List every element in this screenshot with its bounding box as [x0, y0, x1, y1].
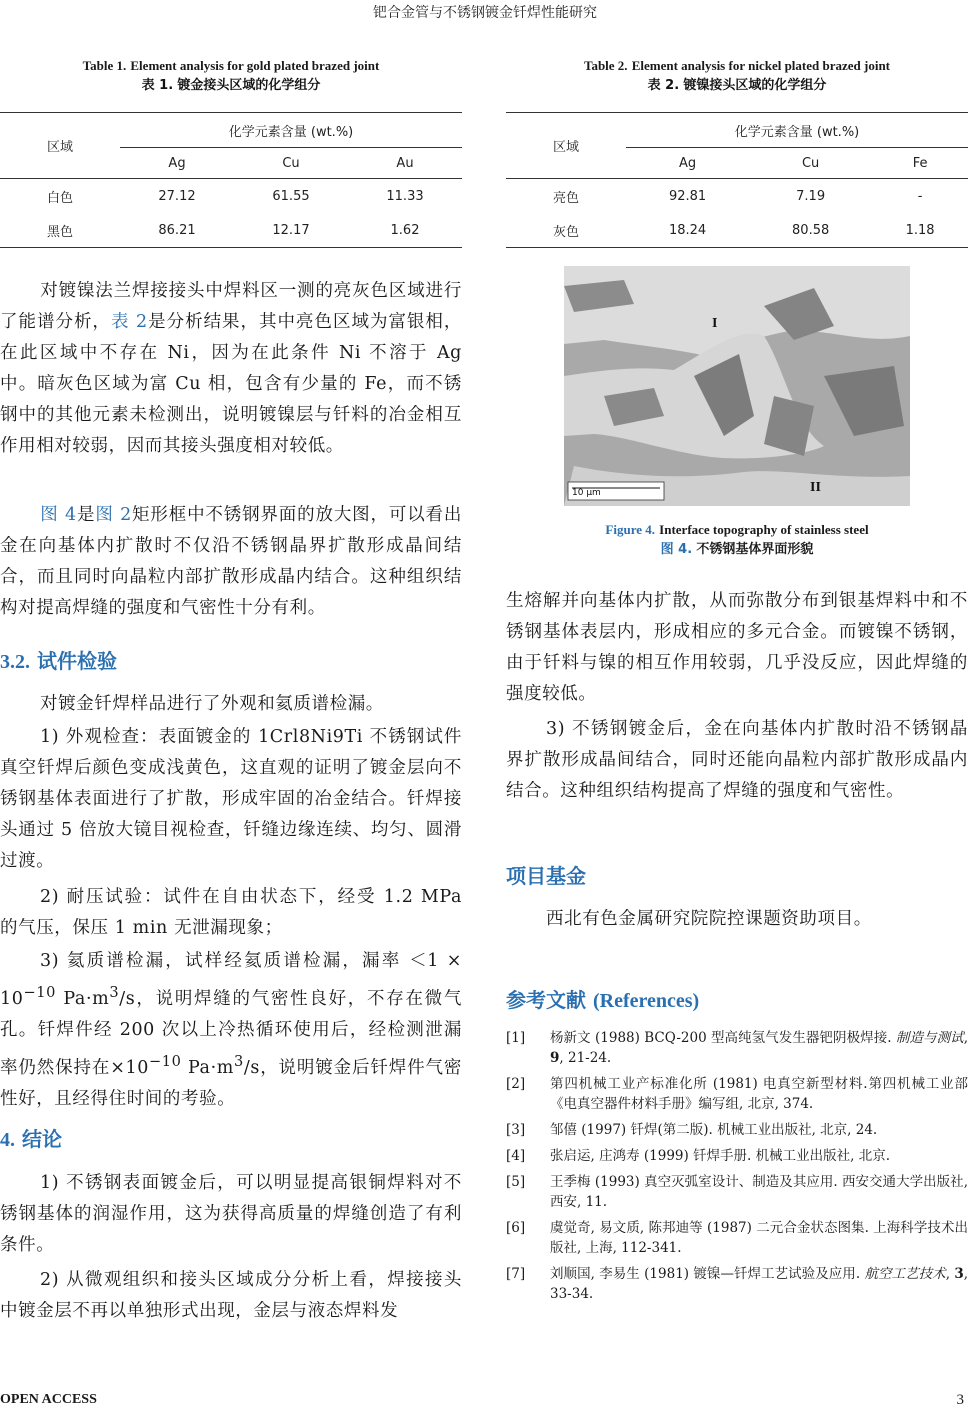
table-cell: 80.58 [749, 213, 872, 248]
micrograph-image [564, 266, 910, 506]
figure4-title-en: Interface topography of stainless steel [659, 522, 869, 537]
text-run: 矩形框中不锈钢界面的放大图，可以看出金在向基体内扩散时不仅沿不锈钢晶界扩散形成晶间结合，而且同时向晶粒内部扩散形成晶内结合。这种组织结构对提高焊缝的强度和气密性十分有利。 [0, 505, 462, 618]
table2-region-header: 区域 [506, 113, 626, 179]
table-cell: 1.62 [348, 213, 462, 248]
reference-item: [2] 第四机械工业产标准化所 (1981) 电真空新型材料.第四机械工业部《电真空器件材料手册》编写组, 北京, 374. [506, 1076, 968, 1112]
reference-item: [3] 邹僖 (1997) 钎焊(第二版). 机械工业出版社, 北京, 24. [506, 1122, 878, 1138]
table2-group-header: 化学元素含量 (wt.%) [626, 113, 968, 148]
running-header: 钯合金管与不锈钢镀金钎焊性能研究 [373, 5, 597, 21]
table1-label-en: Table 1. [82, 58, 127, 73]
table-cell: 18.24 [626, 213, 749, 248]
table1-title-en: Element analysis for gold plated brazed joint [130, 58, 380, 73]
table1-label-zh: 表 1. [141, 78, 174, 93]
table1-col-header: Ag [120, 148, 234, 179]
reference-item: [4] 张启运, 庄鸿寿 (1999) 钎焊手册. 机械工业出版社, 北京. [506, 1148, 891, 1164]
table-cell: 92.81 [626, 179, 749, 214]
region-mark-1: I [712, 316, 718, 331]
region-mark-2: II [810, 480, 821, 495]
page-number: 3 [956, 1392, 964, 1408]
table-row [0, 213, 462, 248]
figure4-link[interactable]: 图 4 [40, 505, 77, 525]
table-cell: 7.19 [749, 179, 872, 214]
table1-row-region: 黑色 [0, 213, 120, 248]
table1-col-header: Cu [234, 148, 348, 179]
table2-row-region: 亮色 [506, 179, 626, 214]
text-run: 对镀镍法兰焊接接头中焊料区一测的亮灰色区域进行了能谱分析， [0, 281, 462, 332]
text-run: 是 [76, 505, 96, 525]
text-run: 是分析结果，其中亮色区域为富银相，在此区域中不存在 Ni，因为在此条件 Ni 不溶于 Ag 中。暗灰色区域为富 Cu 相，包含有少量的 Fe，而不锈钢中的其他元素未检测出，说明镀镍层与钎料的冶金相互作用相对较弱，因而其接头强度相对较低。 [0, 312, 463, 456]
table2-link[interactable]: 表 2 [110, 312, 148, 332]
section-heading-4: 4. 结论 [0, 1127, 62, 1151]
reference-item: [5] 王季梅 (1993) 真空灭弧室设计、制造及其应用. 西安交通大学出版社, 西安, 11. [506, 1174, 968, 1210]
footer-open-access: OPEN ACCESS [0, 1392, 97, 1407]
table-row [506, 213, 968, 248]
paragraph [0, 276, 462, 462]
table-row [506, 179, 968, 214]
section-heading-references: 参考文献 (References) [506, 988, 700, 1012]
reference-item: [1] 杨新文 (1988) BCQ-200 型高纯氢气发生器钯阴极焊接. 制造与测试, 9, 21-24. [506, 1030, 968, 1066]
table1-group-header: 化学元素含量 (wt.%) [120, 113, 462, 148]
table-cell: 86.21 [120, 213, 234, 248]
table-cell: 61.55 [234, 179, 348, 214]
paragraph: 2) 耐压试验：试件在自由状态下，经受 1.2 MPa 的气压，保压 1 min 无泄漏现象； [0, 887, 462, 938]
section-heading-funding: 项目基金 [506, 864, 586, 888]
paragraph: 对镀金钎焊样品进行了外观和氦质谱检漏。 [40, 694, 384, 714]
funding-text: 西北有色金属研究院院控课题资助项目。 [546, 909, 872, 929]
table-cell: 11.33 [348, 179, 462, 214]
paragraph: 生熔解并向基体内扩散，从而弥散分布到银基焊料中和不锈钢基体表层内，形成相应的多元合金。而镀镍不锈钢，由于钎料与镍的相互作用较弱，几乎没反应，因此焊缝的强度较低。 [506, 591, 968, 704]
reference-list [506, 1028, 968, 1310]
figure4-title-zh: 不锈钢基体界面形貌 [696, 542, 814, 557]
table-cell: 27.12 [120, 179, 234, 214]
table2-col-header: Cu [749, 148, 872, 179]
table-row [0, 179, 462, 214]
table-cell: 12.17 [234, 213, 348, 248]
paragraph: 3) 不锈钢镀金后，金在向基体内扩散时沿不锈钢晶界扩散形成晶间结合，同时还能向晶粒内部扩散形成晶内结合。这种组织结构提高了焊缝的强度和气密性。 [506, 719, 968, 801]
table1-row-region: 白色 [0, 179, 120, 214]
table1-caption [0, 56, 462, 95]
figure4-label-en: Figure 4. [605, 522, 656, 537]
table2-title-zh: 镀镍接头区域的化学组分 [683, 78, 827, 93]
table1-region-header: 区域 [0, 113, 120, 179]
figure4-micrograph [564, 266, 910, 506]
paragraph [0, 500, 462, 624]
table2-row-region: 灰色 [506, 213, 626, 248]
table2-label-zh: 表 2. [647, 78, 680, 93]
table2-col-header: Fe [872, 148, 968, 179]
table2-caption [506, 56, 968, 95]
reference-item: [7] 刘顺国, 李易生 (1981) 镀镍—钎焊工艺试验及应用. 航空工艺技术, 3, 33-34. [506, 1266, 969, 1302]
table1-col-header: Au [348, 148, 462, 179]
table-cell: - [872, 179, 968, 214]
section-heading-3-2: 3.2. 试件检验 [0, 649, 117, 673]
table-cell: 1.18 [872, 213, 968, 248]
table2-col-header: Ag [626, 148, 749, 179]
paragraph: 2) 从微观组织和接头区域成分分析上看，焊接接头中镀金层不再以单独形式出现，金层与液态焊料发 [0, 1270, 462, 1321]
table2-title-en: Element analysis for nickel plated brazed joint [631, 58, 891, 73]
scale-bar-label: 10 μm [572, 488, 601, 498]
figure4-label-zh: 图 4. [660, 542, 693, 557]
table2-label-en: Table 2. [583, 58, 628, 73]
paragraph: 1) 外观检查：表面镀金的 1Crl8Ni9Ti 不锈钢试件真空钎焊后颜色变成浅黄色，这直观的证明了镀金层向不锈钢基体表面进行了扩散，形成牢固的冶金结合。钎焊接头通过 5 倍放大镜目视检查，钎缝边缘连续、均匀、圆滑过渡。 [0, 727, 462, 871]
table1-title-zh: 镀金接头区域的化学组分 [177, 78, 321, 93]
table2 [506, 112, 968, 248]
figure2-link[interactable]: 图 2 [95, 505, 132, 525]
reference-item: [6] 虞觉奇, 易文质, 陈邦迪等 (1987) 二元合金状态图集. 上海科学技术出版社, 上海, 112-341. [506, 1220, 968, 1256]
figure4-caption [506, 520, 968, 559]
paragraph: 3) 氦质谱检漏，试样经氦质谱检漏，漏率 $<1 \times 10^{-10}$ $Pa\cdot m^3/s$，说明焊缝的气密性良好，不存在微气孔。钎焊件经 200 次以上冷热循环使用后，经检测泄漏率仍然保持在$\times 10^{-10}$ $Pa\cdot m^3/s$，说明镀金后钎焊件气密性好，且经得住时间的考验。 [0, 951, 462, 1109]
table1 [0, 112, 462, 248]
paragraph: 1) 不锈钢表面镀金后，可以明显提高银铜焊料对不锈钢基体的润湿作用，这为获得高质量的焊缝创造了有利条件。 [0, 1173, 462, 1255]
